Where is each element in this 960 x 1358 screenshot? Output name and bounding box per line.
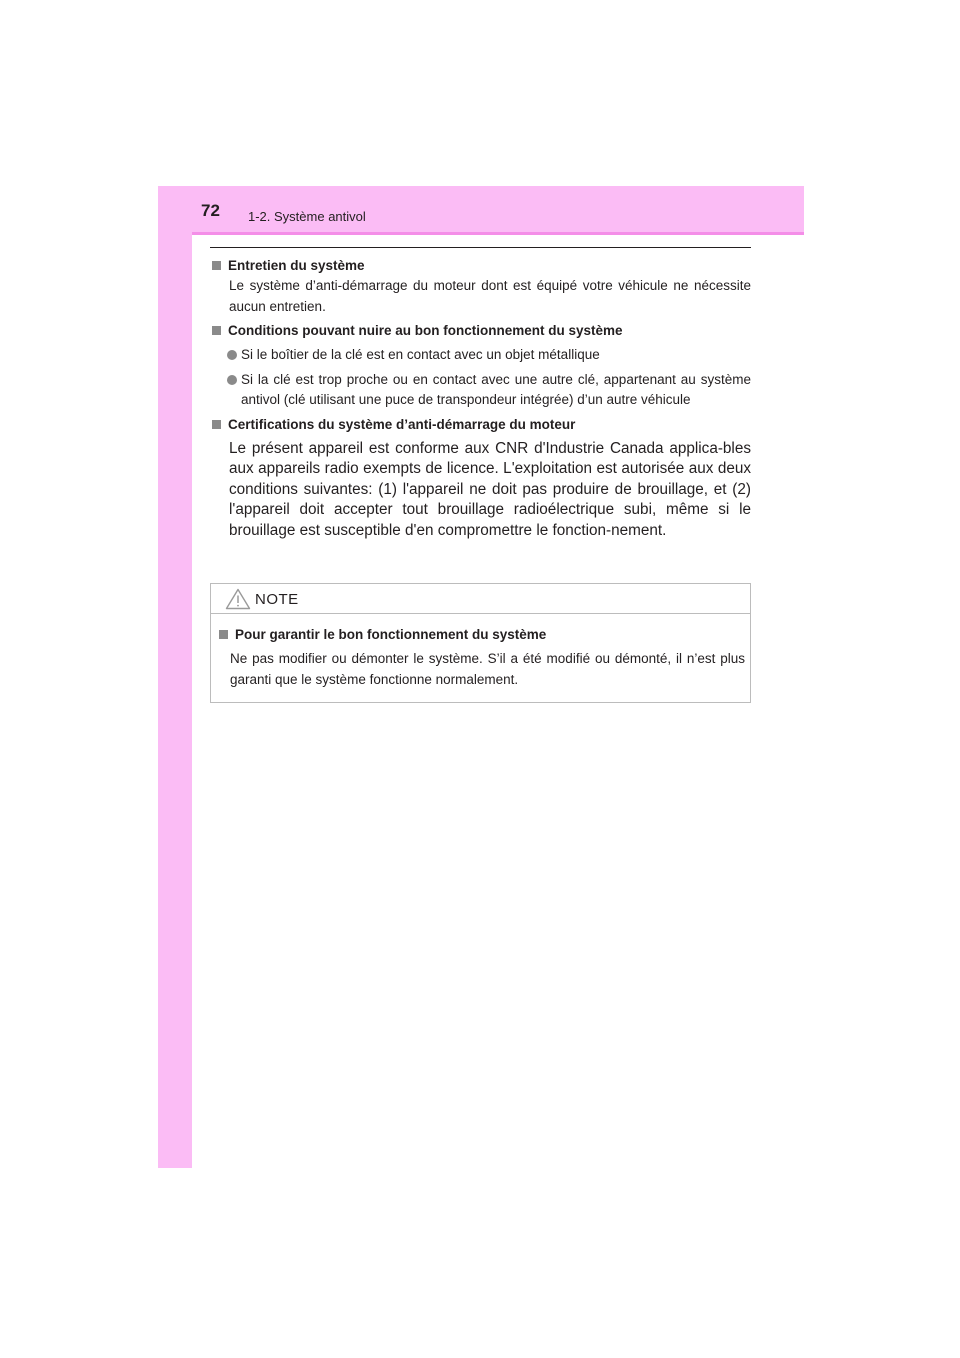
note-heading (217, 625, 745, 645)
list-item-text: Si la clé est trop proche ou en contact avec une autre clé, appartenant au système antivol (clé utilisant une puce de transpondeur intégrée) d’un autre véhicule (241, 371, 751, 407)
paragraph-certifications: Le présent appareil est conforme aux CNR d'Industrie Canada applica-bles aux appareils radio exempts de licence. L'exploitation est autorisée aux deux conditions suivantes: (1) l'appareil ne doit pas produire de brouillage, et (2) l'appareil doit accepter tout brouillage radioélectrique subi, même si le brouillage est susceptible d'en compromettre le fonction-nement. (229, 439, 751, 539)
note-box (210, 583, 751, 703)
main-content (210, 256, 751, 541)
warning-triangle-icon (225, 588, 251, 610)
square-bullet-icon (212, 326, 221, 335)
round-bullet-icon (227, 375, 237, 385)
paragraph-entretien: Le système d’anti-démarrage du moteur dont est équipé votre véhicule ne nécessite aucun entretien. (229, 278, 751, 314)
page-number: 72 (201, 201, 220, 220)
header-underline (192, 232, 804, 235)
heading-text: Conditions pouvant nuire au bon fonctionnement du système (228, 323, 623, 338)
section-heading-certifications (210, 415, 751, 435)
section-heading-entretien (210, 256, 751, 276)
square-bullet-icon (212, 420, 221, 429)
list-item-text: Si le boîtier de la clé est en contact avec un objet métallique (241, 347, 600, 362)
top-divider (210, 247, 751, 248)
note-header (211, 584, 750, 614)
list-item (227, 370, 751, 411)
section-heading-conditions (210, 321, 751, 341)
section-title: 1-2. Système antivol (248, 209, 366, 224)
heading-text: Pour garantir le bon fonctionnement du système (235, 627, 547, 642)
side-color-band (158, 186, 192, 1168)
heading-text: Certifications du système d’anti-démarrage du moteur (228, 416, 576, 432)
square-bullet-icon (219, 630, 228, 639)
list-item (227, 345, 751, 366)
heading-text: Entretien du système (228, 258, 365, 273)
note-paragraph: Ne pas modifier ou démonter le système. S’il a été modifié ou démonté, il n’est plus garanti que le système fonctionne normalement. (230, 651, 745, 687)
round-bullet-icon (227, 350, 237, 360)
square-bullet-icon (212, 261, 221, 270)
note-label: NOTE (255, 591, 299, 608)
note-body (217, 625, 745, 690)
